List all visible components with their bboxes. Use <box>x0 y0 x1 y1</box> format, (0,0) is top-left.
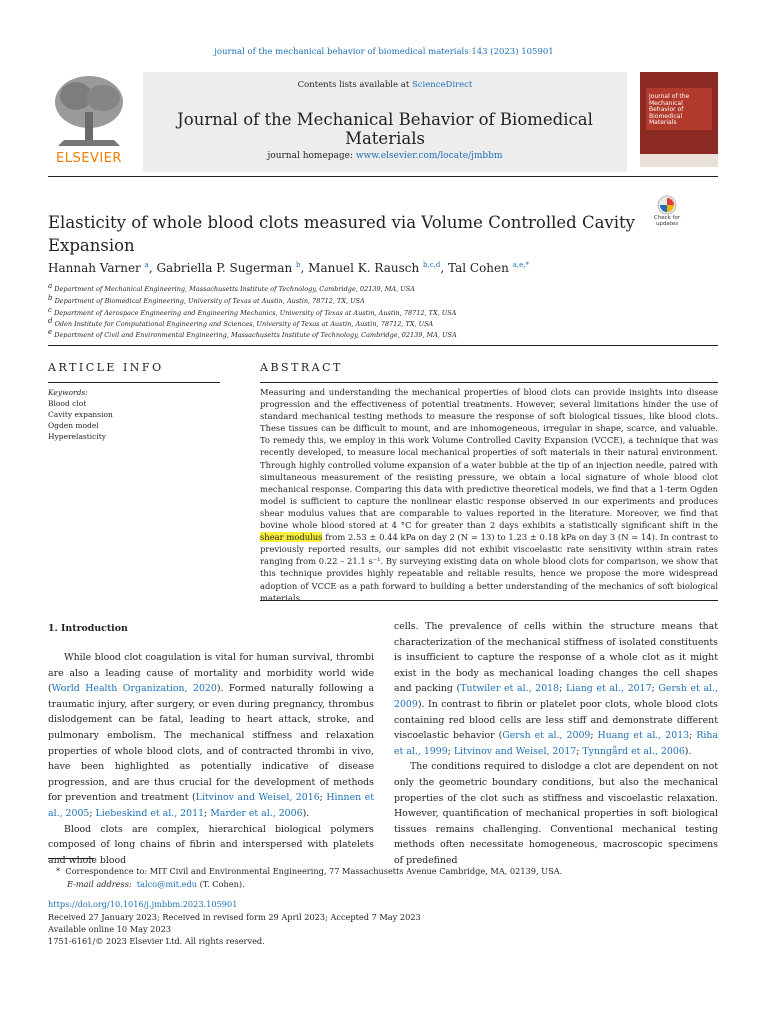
citation-link[interactable]: Tynngård et al., 2006 <box>582 745 685 757</box>
affiliation-mark: a <box>48 282 53 290</box>
abstract-highlight[interactable]: shear modulus <box>260 532 323 543</box>
citation-link[interactable]: Litvinov and Weisel, 2016 <box>195 792 320 804</box>
contents-line <box>143 80 627 90</box>
affiliation <box>48 306 456 317</box>
text-run: ; <box>651 683 659 695</box>
affiliation-text: Oden Institute for Computational Engineering and Sciences, University of Texas at Austin, Austin, 78712, TX, USA <box>54 320 434 329</box>
correspondence-note <box>56 866 718 876</box>
abstract-rule <box>260 382 718 383</box>
email-label: E-mail address: <box>67 879 132 889</box>
check-for-updates-button[interactable] <box>648 195 686 237</box>
text-run: ). Formed naturally following a traumatic injury, after surgery, or even during pregnancy, thrombus dislodgement can be fatal, leading to heart attack, stroke, and pulmonary embolism. The mechanical stiffness and relaxation properties of whole blood clots, and of contracted thrombi in vivo, have been highlighted as potentially indicative of disease progression, and are thus crucial for the development of methods for prevention and treatment ( <box>48 683 374 804</box>
affiliation-text: Department of Civil and Environmental Engineering, Massachusetts Institute of Technology, Cambridge, 02139, MA, USA <box>54 331 457 340</box>
citation-link[interactable]: Gersh et al., 2009 <box>394 683 718 710</box>
abstract-part: from 2.53 ± 0.44 kPa on day 2 (N = 13) to 1.23 ± 0.18 kPa on day 3 (N = 14). In contrast to previously reported results, our samples did not exhibit viscoelastic rate sensitivity within strain rates ranging from 0.22 – 21.1 s⁻¹. By surveying existing data on whole blood clots for comparison, we show that this technique provides highly repeatable and reliable results, hence we propose the more widespread adoption of VCCE as a path forward to building a better understanding of the mechanics of soft biological materials. <box>260 532 718 603</box>
footnote-rule <box>48 858 94 859</box>
article-info-rule <box>48 382 220 383</box>
text-run: ). In contrast to fibrin or platelet poor clots, whole blood clots containing red blood cells are less stiff and demonstrate different viscoelastic behavior ( <box>394 698 718 742</box>
affiliation-mark: b <box>48 294 53 302</box>
section-heading: 1. Introduction <box>48 623 128 634</box>
keyword: Ogden model <box>48 421 99 430</box>
email-note <box>67 879 245 889</box>
citation-link[interactable]: Gersh et al., 2009 <box>502 730 591 742</box>
article-info-heading: ARTICLE INFO <box>48 361 164 374</box>
author-list: Hannah Varner $^a$, Gabriella P. Sugerman $^b$, Manuel K. Rausch $^{b,c,d}$, Tal Cohen $^{a,e,*}$ <box>48 261 529 275</box>
check-updates-icon <box>657 195 677 215</box>
text-run: ; <box>590 730 598 742</box>
affiliation-text: Department of Biomedical Engineering, University of Texas at Austin, Austin, 78712, TX, USA <box>54 297 365 306</box>
homepage-prefix: journal homepage: <box>267 151 354 161</box>
text-run: ; <box>689 730 697 742</box>
text-run: ). <box>684 745 692 757</box>
keyword: Hyperelasticity <box>48 432 107 441</box>
affiliation <box>48 328 457 339</box>
journal-homepage <box>143 151 627 161</box>
author-name[interactable]: Hannah Varner <box>48 261 141 275</box>
keyword: Blood clot <box>48 399 87 408</box>
text-run: ; <box>559 683 566 695</box>
author-sup[interactable]: b,c,d <box>423 261 441 269</box>
affiliation-text: Department of Mechanical Engineering, Massachusetts Institute of Technology, Cambridge, 02139, MA, USA <box>54 285 415 294</box>
text-run: ; <box>447 745 454 757</box>
text-run: ; <box>576 745 583 757</box>
journal-cover-image[interactable] <box>640 72 718 167</box>
author-sup[interactable]: a,e,* <box>512 261 529 269</box>
affiliation <box>48 317 433 328</box>
text-run: cells. The prevalence of cells within the structure means that characterization of the mechanical stiffness of isolated constituents is insufficient to capture the response of a whole clot as it might exist in the body as mechanical loading changes the cell shapes and packing ( <box>394 621 718 695</box>
paragraph <box>48 650 374 822</box>
text-run: While blood clot coagulation is vital for human survival, thrombi are also a leading cause of mortality and morbidity world wide ( <box>48 652 374 695</box>
affiliation-mark: c <box>48 306 52 314</box>
citation-link[interactable]: Huang et al., 2013 <box>597 730 690 742</box>
header-divider <box>48 176 718 177</box>
author-sup[interactable]: a <box>144 261 149 269</box>
author-name[interactable]: Manuel K. Rausch <box>308 261 420 275</box>
online-date: Available online 10 May 2023 <box>48 924 172 934</box>
keywords-label: Keywords: <box>48 388 88 397</box>
text-run: ; <box>204 807 211 819</box>
column-right <box>394 619 718 869</box>
citation-link[interactable]: Litvinov and Weisel, 2017 <box>453 745 577 757</box>
cover-footer <box>640 154 718 167</box>
paragraph: The conditions required to dislodge a clot are dependent on not only the geometric boundary conditions, but also the mechanical properties of the clot such as stiffness and viscoelastic relaxation. However, quantification of mechanical properties in soft biological tissues remains challenging. Conventional mechanical testing methods often necessitate homogeneous, macroscopic specimens of predefined <box>394 761 718 866</box>
text-run: ). <box>302 807 310 819</box>
affiliation-mark: e <box>48 328 53 336</box>
affiliation-text: Department of Aerospace Engineering and Engineering Mechanics, University of Texas at Austin, Austin, 78712, TX, USA <box>54 309 457 318</box>
contents-prefix: Contents lists available at <box>297 80 410 90</box>
citation-link[interactable]: Liebeskind et al., 2011 <box>95 807 205 819</box>
info-divider <box>48 345 718 346</box>
corr-text: Correspondence to: MIT Civil and Environmental Engineering, 77 Massachusetts Avenue Cambridge, MA, 02139, USA. <box>65 866 563 876</box>
paragraph: Blood clots are complex, hierarchical biological polymers composed of long chains of fibrin and interspersed with platelets and whole blood <box>48 823 374 866</box>
email-after: (T. Cohen). <box>199 879 245 889</box>
check-updates-line1: Check for <box>653 215 681 221</box>
text-run: ; <box>319 792 327 804</box>
citation-link[interactable]: Riha et al., 1999 <box>394 730 718 757</box>
paragraph <box>394 619 718 759</box>
author-sup[interactable]: b <box>296 261 301 269</box>
text-run: ; <box>89 807 96 819</box>
received-dates: Received 27 January 2023; Received in revised form 29 April 2023; Accepted 7 May 2023 <box>48 912 421 922</box>
abstract-heading: ABSTRACT <box>260 361 343 374</box>
email-link[interactable]: talco@mit.edu <box>136 879 198 889</box>
corr-mark: * <box>56 866 61 876</box>
keyword: Cavity expansion <box>48 410 113 419</box>
citation-link[interactable]: Tutwiler et al., 2018 <box>460 683 560 695</box>
journal-title: Journal of the Mechanical Behavior of Biomedical Materials <box>177 110 593 148</box>
journal-reference[interactable]: journal of the mechanical behavior of biomedical materials 143 (2023) 105901 <box>214 47 554 57</box>
affiliation-mark: d <box>48 317 53 325</box>
abstract-end-rule <box>260 600 718 601</box>
article-title: Elasticity of whole blood clots measured via Volume Controlled Cavity Expansion <box>48 213 635 255</box>
citation-link[interactable]: Hinnen et al., 2005 <box>48 792 374 819</box>
author-name[interactable]: Gabriella P. Sugerman <box>156 261 293 275</box>
citation-link[interactable]: World Health Organization, 2020 <box>51 683 217 695</box>
affiliation <box>48 282 415 293</box>
homepage-link[interactable]: www.elsevier.com/locate/jmbbm <box>355 151 503 161</box>
doi-link[interactable]: https://doi.org/10.1016/j.jmbbm.2023.105901 <box>48 899 238 909</box>
citation-link[interactable]: Marder et al., 2006 <box>210 807 303 819</box>
cover-title: Journal of the Mechanical Behavior of Biomedical Materials <box>649 93 690 126</box>
column-left <box>48 650 374 868</box>
abstract-part: Measuring and understanding the mechanical properties of blood clots can provide insights into disease progression and the effectiveness of potential treatments. However, several limitations hinder the use of standard mechanical testing methods to measure the response of soft biological tissues, like blood clots. These tissues can be difficult to mount, and are inhomogeneous, irregular in shape, scarce, and valuable. To remedy this, we employ in this work Volume Controlled Cavity Expansion (VCCE), a technique that was recently developed, to measure local mechanical properties of soft materials in their natural environment. Through highly controlled volume expansion of a water bubble at the tip of an injection needle, paired with simultaneous measurement of the resisting pressure, we obtain a local signature of whole blood clot mechanical response. Comparing this data with predictive theoretical models, we find that a 1-term Ogden model is sufficient to capture the nonlinear elastic response observed in our experiments and produces shear modulus values that are comparable to values reported in the literature. Moreover, we find that bovine whole blood stored at 4 °C for greater than 2 days exhibits a statistically significant shift in the <box>260 387 718 531</box>
citation-link[interactable]: Liang et al., 2017 <box>565 683 652 695</box>
publisher-name: ELSEVIER <box>56 151 122 166</box>
affiliation <box>48 294 365 305</box>
author-name[interactable]: Tal Cohen <box>448 261 509 275</box>
check-updates-line2: updates <box>655 221 679 227</box>
sciencedirect-link[interactable]: ScienceDirect <box>411 80 473 90</box>
copyright: 1751-6161/© 2023 Elsevier Ltd. All rights reserved. <box>48 936 265 946</box>
abstract-text <box>260 386 718 604</box>
